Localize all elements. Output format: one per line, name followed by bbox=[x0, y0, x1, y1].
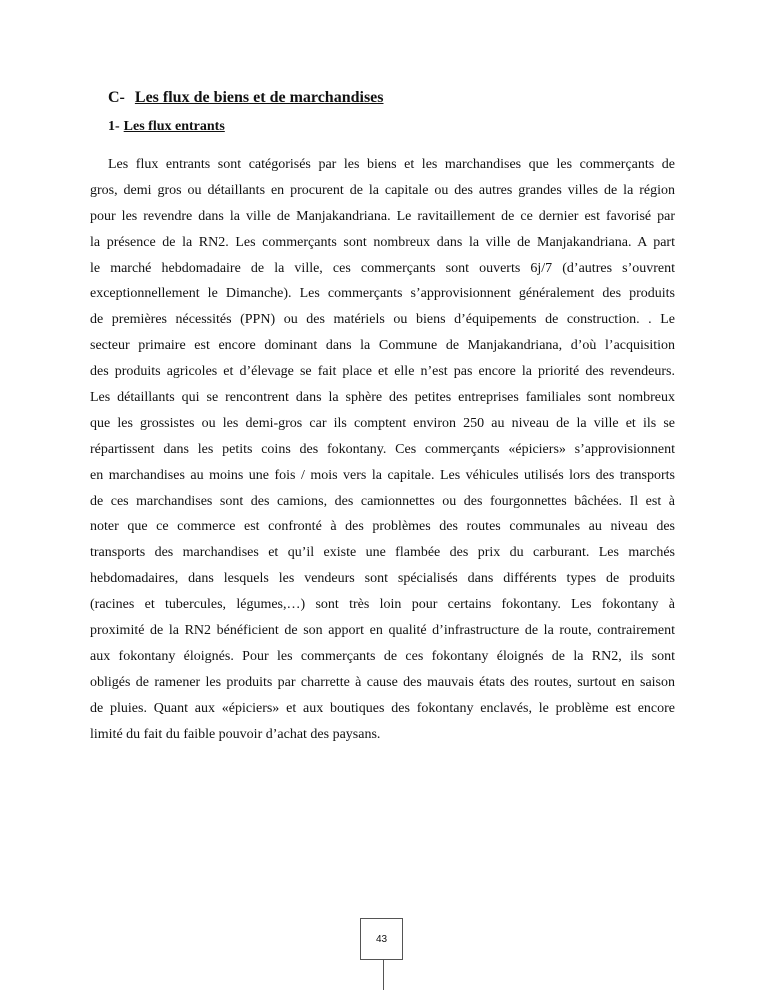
paragraph-line: répartissent dans les petits coins des fokontany. Ces commerçants «épiciers» s’approvisionnent bbox=[90, 441, 675, 457]
paragraph-line: la présence de la RN2. Les commerçants sont nombreux dans la ville de Manjakandriana. A part bbox=[90, 234, 675, 250]
paragraph-line: Les flux entrants sont catégorisés par les biens et les marchandises que les commerçants de bbox=[108, 157, 675, 172]
paragraph-line: de ces marchandises sont des camions, des camionnettes ou des fourgonnettes bâchées. Il est à bbox=[90, 493, 675, 509]
section-heading bbox=[108, 88, 384, 108]
subsection-title: Les flux entrants bbox=[123, 119, 225, 134]
paragraph-line: secteur primaire est encore dominant dans la Commune de Manjakandriana, d’où l’acquisition bbox=[90, 338, 675, 354]
paragraph-line: noter que ce commerce est confronté à des problèmes des routes communales au niveau des bbox=[90, 519, 675, 535]
page-number-box bbox=[360, 918, 403, 960]
paragraph-line: gros, demi gros ou détaillants en procurent de la capitale ou des autres grandes villes de la région bbox=[90, 182, 675, 198]
subsection-heading bbox=[108, 118, 225, 136]
paragraph-line: de pluies. Quant aux «épiciers» et aux boutiques des fokontany enclavés, le problème est encore bbox=[90, 700, 675, 716]
subsection-label: 1- bbox=[108, 119, 120, 134]
paragraph-line: de premières nécessités (PPN) ou des matériels ou biens d’équipements de construction. . Le bbox=[90, 312, 675, 328]
paragraph-line: exceptionnellement le Dimanche). Les commerçants s’approvisionnent généralement des produits bbox=[90, 286, 675, 302]
paragraph-line: le marché hebdomadaire de la ville, ces commerçants sont ouverts 6j/7 (d’autres s’ouvrent bbox=[90, 260, 675, 276]
body-paragraph bbox=[90, 152, 675, 747]
paragraph-line: Les détaillants qui se rencontrent dans la sphère des petites entreprises familiales sont nombreux bbox=[90, 390, 675, 406]
paragraph-line: pour les revendre dans la ville de Manjakandriana. Le ravitaillement de ce dernier est favorisé par bbox=[90, 208, 675, 224]
paragraph-line: (racines et tubercules, légumes,…) sont très loin pour certains fokontany. Les fokontany à bbox=[90, 597, 675, 613]
page-number-connector bbox=[383, 960, 384, 990]
section-title: Les flux de biens et de marchandises bbox=[134, 89, 384, 106]
paragraph-line: aux fokontany éloignés. Pour les commerçants de ces fokontany éloignés de la RN2, ils sont bbox=[90, 648, 675, 664]
paragraph-line: hebdomadaires, dans lesquels les vendeurs sont spécialisés dans différents types de produits bbox=[90, 571, 675, 587]
paragraph-line: obligés de ramener les produits par charrette à cause des mauvais états des routes, surtout en saison bbox=[90, 674, 675, 690]
paragraph-line: transports des marchandises et qu’il existe une flambée des prix du carburant. Les marchés bbox=[90, 545, 675, 561]
page-number: 43 bbox=[375, 933, 388, 945]
paragraph-line: que les grossistes ou les demi-gros car ils comptent environ 250 au niveau de la ville et ils se bbox=[90, 415, 675, 431]
paragraph-line: des produits agricoles et d’élevage se fait place et elle n’est pas encore la priorité des revendeurs. bbox=[90, 364, 675, 380]
section-label: C- bbox=[108, 89, 125, 106]
paragraph-line: proximité de la RN2 bénéficient de son apport en qualité d’infrastructure de la route, contrairement bbox=[90, 623, 675, 639]
paragraph-line: limité du fait du faible pouvoir d’achat des paysans. bbox=[90, 726, 381, 742]
paragraph-line: en marchandises au moins une fois / mois vers la capitale. Les véhicules utilisés lors des transports bbox=[90, 467, 675, 483]
